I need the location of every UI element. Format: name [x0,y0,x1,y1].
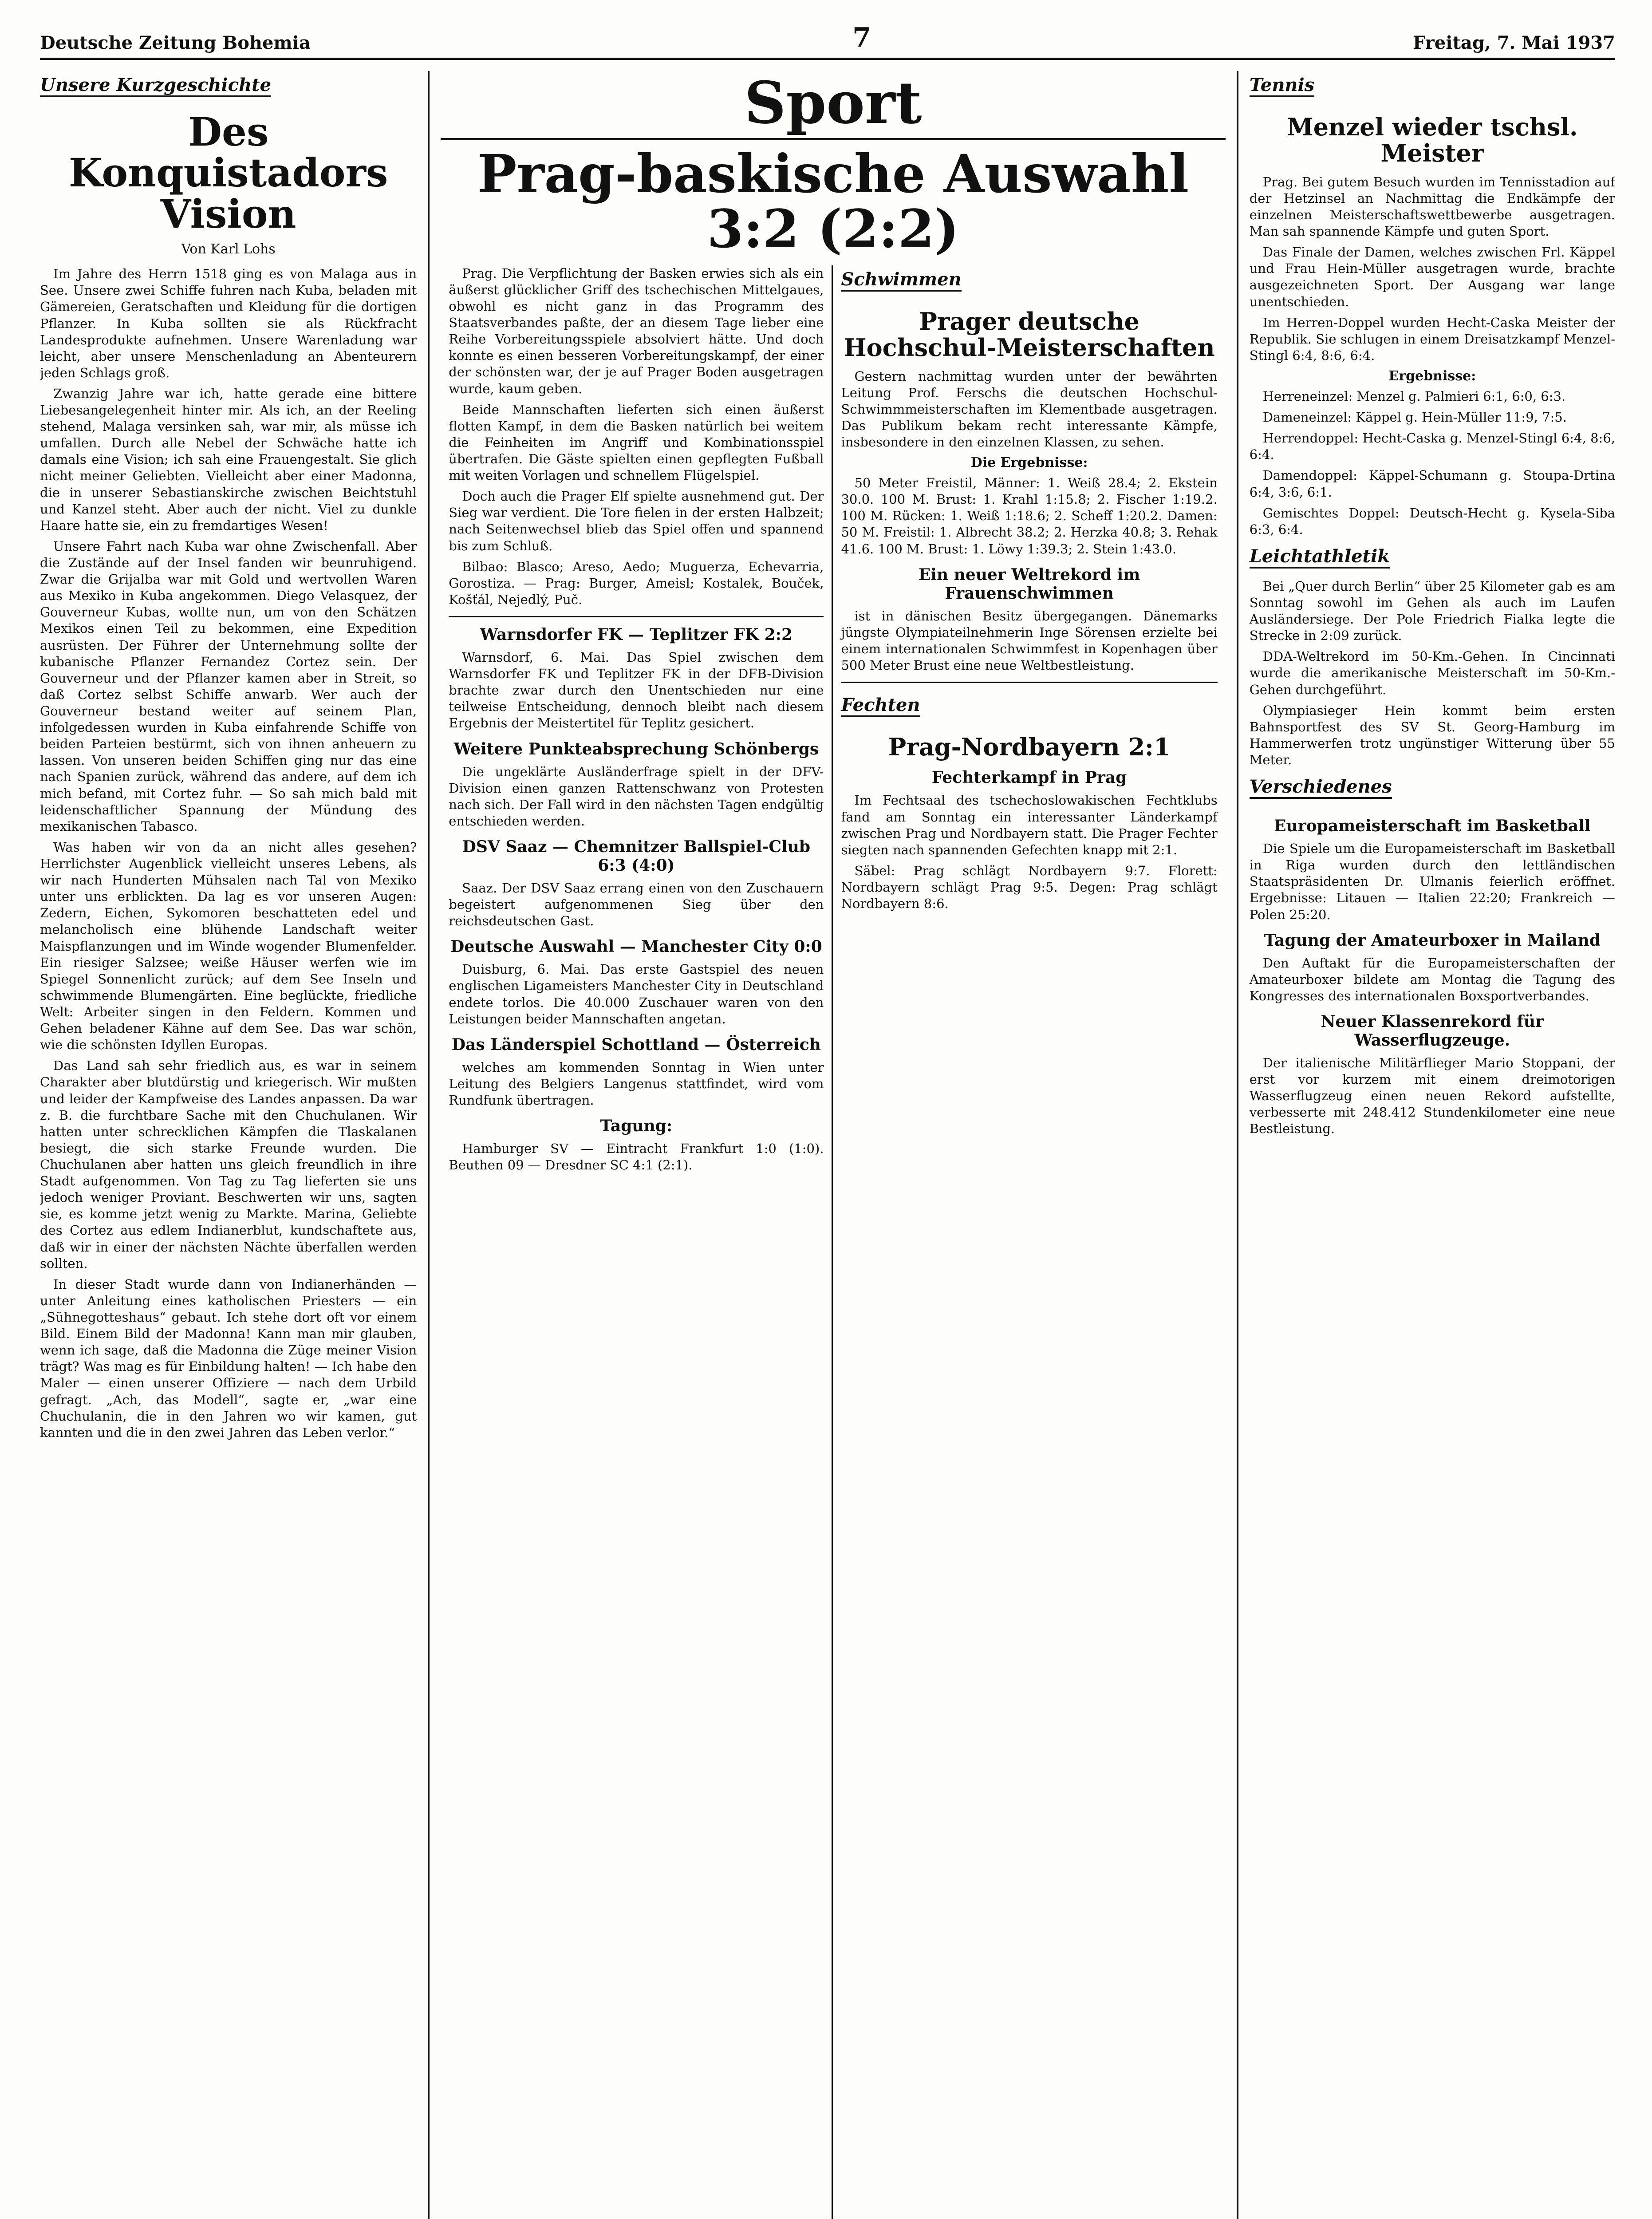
sport-headline: Prag-baskische Auswahl 3:2 (2:2) [477,143,1189,260]
issue-date: Freitag, 7. Mai 1937 [1413,32,1615,53]
article-text: welches am kommenden Sonntag in Wien unter Leitung des Belgiers Langenus stattfindet, wird vom Rundfunk übertragen. [449,1059,824,1108]
paper-name: Deutsche Zeitung Bohemia [40,32,311,53]
article-title: Weitere Punkteabsprechung Schönbergs [453,739,819,758]
article-text: Hamburger SV — Eintracht Frankfurt 1:0 (1:0). Beuthen 09 — Dresdner SC 4:1 (2:1). [449,1141,824,1173]
fencing-results: Säbel: Prag schlägt Nordbayern 9:7. Florett: Nordbayern schlägt Prag 9:5. Degen: Prag schlägt Nordbayern 8:6. [841,863,1218,912]
swim-note-title: Ein neuer Weltrekord im Frauenschwimmen [918,565,1140,603]
athletics-paragraph: Olympiasieger Hein kommt beim ersten Bahnsportfest des SV St. Georg-Hamburg im Hammerwerfen trotz ungünstiger Witterung über 55 Meter. [1249,703,1615,767]
fencing-text: Im Fechtsaal des tschechoslowakischen Fechtklubs fand am Sonntag ein interessanter Länderkampf zwischen Prag und Nordbayern statt. Die Prager Fechter siegten nach spannenden Gefechten knapp mit 2:1. [841,793,1218,857]
story-rubric: Unsere Kurzgeschichte [40,75,271,97]
story-paragraph: Was haben wir von da an nicht alles gesehen? Herrlichster Augenblick vielleicht unseres Lebens, als wir nach Hunderten Mühsalen nach Tal von Mexiko unter uns erblickten. Da lag es vor unseren Augen: Zedern, Eichen, Sykomoren beschatteten edel und melancholisch eine blühende Landschaft weiter Maispflanzungen und im Winde wogender Blumenfelder. Ein riesiger Salzsee; weiße Häuser werfen wie im Spiegel Sonnenlicht zurück; auf dem See Inseln und schwimmende Blumengärten. Eine beglückte, friedliche Welt: Arbeiter singen in den Feldern. Kommen und Gehen beladener Kähne auf dem See. Das war schön, wie die schönsten Idyllen Europas. [40,839,417,1053]
article-title: Deutsche Auswahl — Manchester City 0:0 [450,937,822,956]
tennis-result: Dameneinzel: Käppel g. Hein-Müller 11:9, 7:5. [1262,410,1567,425]
swim-note: ist in dänischen Besitz übergegangen. Dänemarks jüngste Olympiateilnehmerin Inge Sörensen erzielte bei einem internationalen Schwimmfest in Kopenhagen über 500 Meter Brust eine neue Weltbestleistung. [841,608,1218,673]
article-title: Das Länderspiel Schottland — Österreich [451,1035,821,1054]
divider [841,682,1217,683]
columns [40,71,1615,2219]
article-text: Duisburg, 6. Mai. Das erste Gastspiel des neuen englischen Ligameisters Manchester City in Deutschland endete torlos. Die 40.000 Zuschauer waren von den Leistungen beider Mannschaften angetan. [449,962,824,1027]
swim-title: Prager deutsche Hochschul-Meisterschaften [844,307,1215,362]
sport-right-subcolumn [833,265,1225,2219]
right-column [1238,71,1615,2219]
misc-subtitle: Europameisterschaft im Basketball [1274,817,1591,836]
misc-text: Die Spiele um die Europameisterschaft im Basketball in Riga wurden durch den lettländischen Staatspräsidenten Dr. Ulmanis feierlich eröffnet. Ergebnisse: Litauen — Italien 22:20; Frankreich — Polen 25:20. [1249,841,1615,922]
tennis-result: Herrendoppel: Hecht-Caska g. Menzel-Stingl 6:4, 8:6, 6:4. [1249,430,1615,462]
swim-results: 50 Meter Freistil, Männer: 1. Weiß 28.4; 2. Ekstein 30.0. 100 M. Brust: 1. Krahl 1:15.8; 2. Fischer 1:19.2. 100 M. Rücken: 1. Weiß 1:18.6; 2. Scheff 1:20.2. Damen: 50 M. Freistil: 1. Albrecht 38.2; 2. Herzka 40.8; 3. Rehak 41.6. 100 M. Brust: 1. Löwy 1:39.3; 2. Stein 1:43.0. [841,475,1218,557]
page-number: 7 [852,22,871,53]
running-head [40,22,1615,60]
tennis-result: Damendoppel: Käppel-Schumann g. Stoupa-Drtina 6:4, 3:6, 6:1. [1249,468,1615,500]
misc-rubric: Verschiedenes [1250,776,1392,799]
article-title: DSV Saaz — Chemnitzer Ballspiel-Club 6:3 (4:0) [462,837,811,875]
tennis-paragraph: Das Finale der Damen, welches zwischen Frl. Käppel und Frau Hein-Müller ausgetragen wurde, brachte ausgezeichneten Sport. Der Ausgang war lange unentschieden. [1249,245,1615,309]
fencing-title: Prag-Nordbayern 2:1 [888,733,1171,762]
story-title: Des Konquistadors Vision [68,109,388,237]
tennis-rubric: Tennis [1250,75,1315,97]
match-lineups: Bilbao: Blasco; Areso, Aedo; Muguerza, Echevarria, Gorostiza. — Prag: Burger, Ameisl; Kostalek, Bouček, Košťál, Nejedlý, Puč. [449,559,824,607]
fencing-rubric: Fechten [841,695,920,717]
tennis-result: Gemischtes Doppel: Deutsch-Hecht g. Kysela-Siba 6:3, 6:4. [1249,505,1615,537]
newspaper-page [40,22,1615,2219]
match-paragraph: Prag. Die Verpflichtung der Basken erwies sich als ein äußerst glücklicher Griff des tschechischen Mittelgaues, obwohl es nicht ganz in das Programm des Staatsverbandes paßte, der an diesem Tage lieber eine Reihe Vorbereitungsspiele absolviert hätte. Und doch konnte es einen besseren Vorbereitungskampf, der einer der schönsten war, der je auf Prager Boden ausgetragen wurde, kaum geben. [449,265,824,396]
story-column [40,71,430,2219]
story-paragraph: Im Jahre des Herrn 1518 ging es von Malaga aus in See. Unsere zwei Schiffe fuhren nach Kuba, beladen mit Gämereien, Geratschaften und Kleidung für die dortigen Pflanzer. In Kuba sollten sie als Rückfracht Landesprodukte aufnehmen. Unsere Warenladung war leicht, aber unsere Menschenladung an Abenteurern jeden Schlags groß. [40,266,417,380]
tennis-paragraph: Im Herren-Doppel wurden Hecht-Caska Meister der Republik. Sie schlugen in einem Dreisatzkampf Menzel-Stingl 6:4, 8:6, 6:4. [1249,315,1615,363]
swim-results-title: Die Ergebnisse: [970,455,1088,471]
swim-rubric: Schwimmen [841,269,961,292]
match-paragraph: Beide Mannschaften lieferten sich einen äußerst flotten Kampf, in dem die Basken natürlich bei weitem die Feinheiten im Angriff und Kombinationsspiel übertrafen. Die Gäste spielten einen gepflegten Fußball mit weiten Vorlagen und schnellem Flügelspiel. [449,402,824,483]
story-paragraph: Das Land sah sehr friedlich aus, es war in seinem Charakter aber blutdürstig und kriegerisch. Wir mußten und leider der Kampfweise des Landes anpassen. Da war z. B. die furchtbare Sache mit den Chuchulanen. Wir hatten unter schrecklichen Kämpfen die Tlaskalanen besiegt, die sich starke Freunde wurden. Die Chuchulanen aber hatten uns gleich freundlich in ihre Stadt aufgenommen. Von Tag zu Tag lieferten sie uns jedoch weniger Proviant. Beschwerten wir uns, sagten sie, es komme jetzt wenig zu Markte. Marina, Geliebte des Cortez aus edlem Indianerblut, kundschaftete aus, daß wir in einer der nächsten Nächte überfallen werden sollten. [40,1058,417,1271]
fencing-subtitle: Fechterkampf in Prag [931,768,1127,787]
tennis-results-title: Ergebnisse: [1388,368,1476,384]
article-text: Warnsdorf, 6. Mai. Das Spiel zwischen dem Warnsdorfer FK und Teplitzer FK in der DFB-Division brachte zwar durch den Unentschieden nur eine teilweise Entscheidung, dennoch bleibt nach diesem Ergebnis der Meistertitel für Teplitz gesichert. [449,649,824,731]
athletics-paragraph: DDA-Weltrekord im 50-Km.-Gehen. In Cincinnati wurde die amerikanische Meisterschaft im 50-Km.-Gehen durchgeführt. [1249,649,1615,697]
story-paragraph: In dieser Stadt wurde dann von Indianerhänden — unter Anleitung eines katholischen Priesters — ein „Sühnegotteshaus“ gebaut. Ich stehe dort oft vor einem Bild. Einem Bild der Madonna! Kann man mir glauben, wenn ich sage, daß die Madonna die Züge meiner Vision trägt? Was mag es für Einbildung halten! — Ich habe den Maler — einen unserer Offiziere — nach dem Urbild gefragt. „Ach, das Modell“, sagte er, „war eine Chuchulanin, die in den Jahren wo wir kamen, gut kannten und die in den zwei Jahren das Leben verlor.“ [40,1276,417,1440]
tennis-result: Herreneinzel: Menzel g. Palmieri 6:1, 6:0, 6:3. [1262,388,1566,404]
article-text: Die ungeklärte Ausländerfrage spielt in der DFV-Division einen ganzen Rattenschwanz von Protesten nach sich. Der Fall wird in den nächsten Tagen endgültig entschieden werden. [449,764,824,829]
article-text: Saaz. Der DSV Saaz errang einen von den Zuschauern begeistert aufgenommenen Sieg über den reichsdeutschen Gast. [449,880,824,929]
swim-text: Gestern nachmittag wurden unter der bewährten Leitung Prof. Ferschs die deutschen Hochschul-Schwimmmeisterschaften im Klementbade ausgetragen. Das Publikum bekam recht interessante Kämpfe, insbesondere in den einzelnen Klassen, zu sehen. [841,368,1218,450]
misc-text: Der italienische Militärflieger Mario Stoppani, der erst vor kurzem mit einem dreimotorigen Wasserflugzeug einen neuen Rekord aufstellte, verbesserte mit 248.412 Stundenkilometer eine neue Bestleistung. [1249,1055,1615,1137]
sport-section-title: Sport [441,71,1225,140]
tennis-paragraph: Prag. Bei gutem Besuch wurden im Tennisstadion auf der Hetzinsel an Nachmittag die Endkämpfe der einzelnen Meisterschaftswettbewerbe ausgetragen. Man sah spannende Kämpfe und guten Sport. [1249,174,1615,239]
misc-subtitle: Tagung der Amateurboxer in Mailand [1264,931,1601,950]
sport-subcolumns [441,265,1225,2219]
tennis-title: Menzel wieder tschsl. Meister [1287,113,1578,168]
story-byline: Von Karl Lohs [181,241,276,257]
article-title: Tagung: [600,1117,673,1136]
misc-subtitle: Neuer Klassenrekord für Wasserflugzeuge. [1321,1012,1544,1050]
sport-column [430,71,1238,2219]
athletics-paragraph: Bei „Quer durch Berlin“ über 25 Kilometer gab es am Sonntag sowohl im Gehen als auch im Laufen Ausländersiege. Der Pole Friedrich Fialka legte die Strecke in 2:09 zurück. [1249,578,1615,644]
story-paragraph: Zwanzig Jahre war ich, hatte gerade eine bittere Liebesangelegenheit hinter mir. Als ich, an der Reeling stehend, Malaga versinken sah, war mir, als müsse ich umfallen. Durch alle Nebel der Schwäche hatte ich damals eine Vision; ich sah eine Frauengestalt. Sie glich nicht meiner Geliebten. Vielleicht aber einer Madonna, die in unserer Sebastianskirche zwischen Beichtstuhl und Kanzel steht. Aber auch der nicht. Viel zu dunkle Haare hatte sie, ein zu fremdartiges Wesen! [40,386,417,533]
sport-left-subcolumn [441,265,833,2219]
misc-text: Den Auftakt für die Europameisterschaften der Amateurboxer bildete am Montag die Tagung des Kongresses des internationalen Boxsportverbandes. [1249,955,1615,1003]
divider [449,616,824,617]
article-title: Warnsdorfer FK — Teplitzer FK 2:2 [480,625,793,644]
story-paragraph: Unsere Fahrt nach Kuba war ohne Zwischenfall. Aber die Zustände auf der Insel fanden wir beunruhigend. Zwar die Grijalba war mit Gold und wertvollen Waren aus Mexiko in Kuba angekommen. Diego Velasquez, der Gouverneur Kubas, wollte nun, um von den Schätzen Mexikos einen Teil zu bekommen, eine Expedition ausrüsten. Der Führer der Unternehmung sollte der kubanische Pflanzer Fernandez Cortez sein. Der Gouverneur und der Pflanzer kamen aber in Streit, so daß Cortez selbst Schiffe anwarb. Wer auch der Gouverneur bestand weiter auf seinem Plan, infolgedessen wurden in Kuba einfahrende Schiffe von beiden Parteien bestürmt, sich von ihnen anheuern zu lassen. Von unseren beiden Schiffen ging nur das eine nach Spanien zurück, während das andere, auf dem ich mich befand, mit Cortez fuhr. — So sah mich bald mit leidenschaftlicher Spannung der Mündung des mexikanischen Tabasco. [40,538,417,834]
match-paragraph: Doch auch die Prager Elf spielte ausnehmend gut. Der Sieg war verdient. Die Tore fielen in der ersten Halbzeit; nach Seitenwechsel blieb das Spiel offen und spannend bis zum Schluß. [449,489,824,553]
athletics-rubric: Leichtathletik [1250,546,1390,569]
